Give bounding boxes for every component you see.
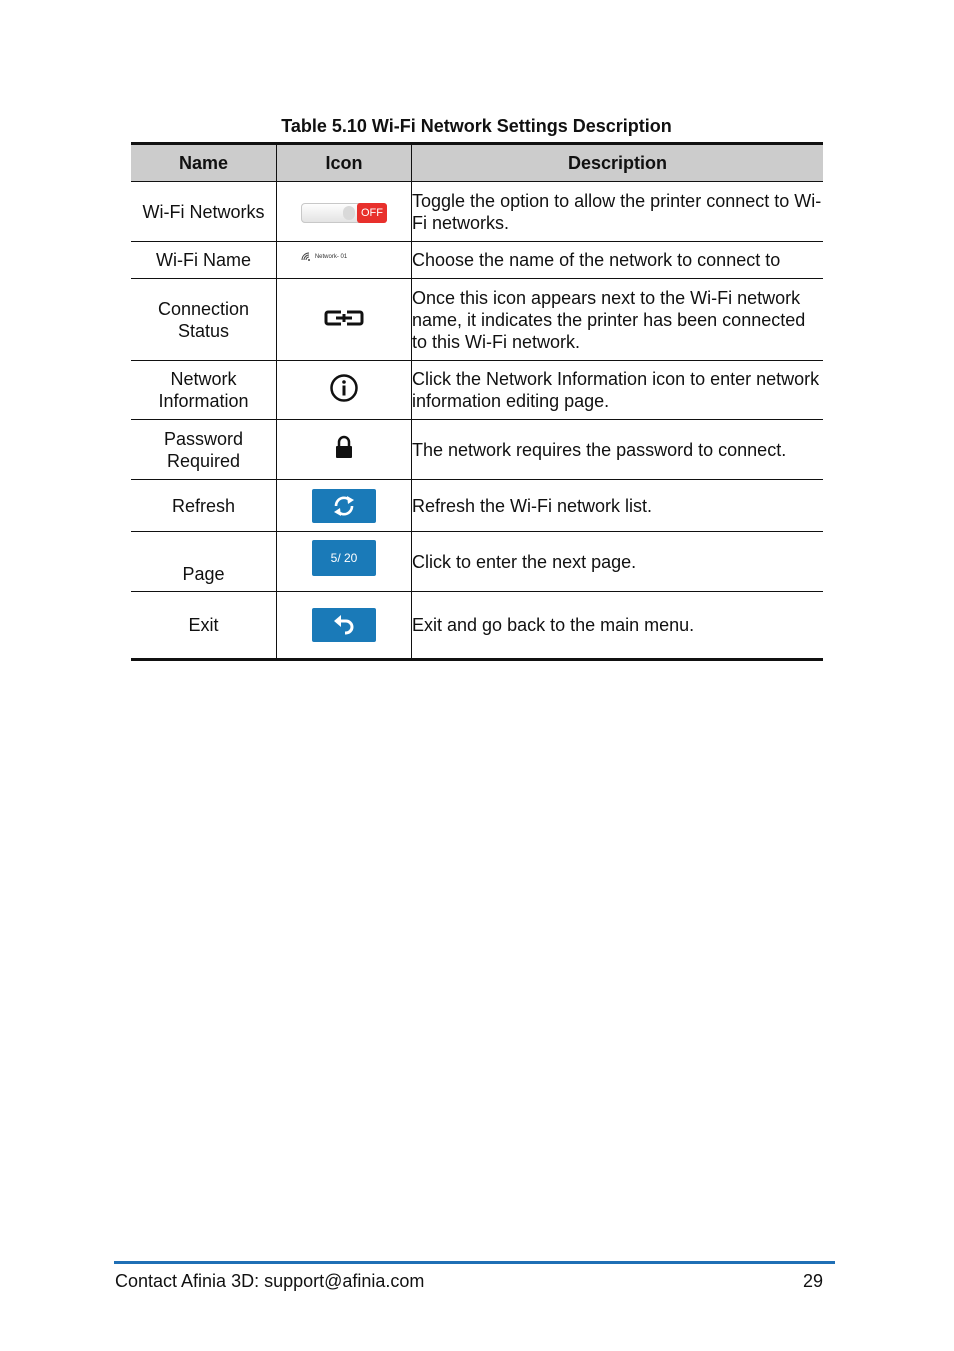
row-icon-cell	[277, 361, 412, 420]
row-name: Wi-Fi Name	[131, 242, 277, 279]
row-icon-cell	[277, 242, 412, 279]
table-row	[131, 592, 823, 660]
row-icon-cell	[277, 420, 412, 480]
footer-contact: Contact Afinia 3D: support@afinia.com	[115, 1271, 425, 1291]
link-icon	[324, 310, 364, 326]
row-description: Once this icon appears next to the Wi-Fi network name, it indicates the printer has been connected to this Wi-Fi network.	[412, 279, 824, 361]
table-row	[131, 242, 823, 279]
footer-rule	[114, 1261, 835, 1264]
header-icon: Icon	[277, 144, 412, 182]
row-description: Refresh the Wi-Fi network list.	[412, 480, 824, 532]
wifi-settings-table	[131, 142, 823, 661]
page-counter-icon: 5/ 20	[312, 540, 376, 576]
table-row	[131, 532, 823, 592]
toggle-off-label: OFF	[357, 203, 387, 223]
table-row	[131, 361, 823, 420]
row-name: Page	[131, 532, 277, 592]
row-description: Toggle the option to allow the printer connect to Wi-Fi networks.	[412, 182, 824, 242]
row-description: Click the Network Information icon to enter network information editing page.	[412, 361, 824, 420]
row-description: Click to enter the next page.	[412, 532, 824, 592]
row-name: Refresh	[131, 480, 277, 532]
row-name: Exit	[131, 592, 277, 660]
row-name: Network Information	[131, 361, 277, 420]
row-name: Connection Status	[131, 279, 277, 361]
row-icon-cell	[277, 279, 412, 361]
network-name-label: Network- 01	[314, 253, 348, 260]
header-name: Name	[131, 144, 277, 182]
back-arrow-icon	[312, 608, 376, 642]
table-row	[131, 182, 823, 242]
row-name: Wi-Fi Networks	[131, 182, 277, 242]
wifi-network-icon	[301, 246, 347, 268]
info-icon	[329, 373, 359, 403]
row-icon-cell	[277, 592, 412, 660]
refresh-icon	[312, 489, 376, 523]
row-description: Exit and go back to the main menu.	[412, 592, 824, 660]
table-caption: Table 5.10 Wi-Fi Network Settings Description	[281, 116, 672, 136]
page-number: 29	[802, 1271, 823, 1291]
table-row	[131, 480, 823, 532]
table-row	[131, 279, 823, 361]
table-row	[131, 420, 823, 480]
lock-icon	[334, 435, 354, 459]
table-header-row	[131, 144, 823, 182]
row-name: Password Required	[131, 420, 277, 480]
row-icon-cell	[277, 532, 412, 592]
row-description: Choose the name of the network to connect to	[412, 242, 824, 279]
row-icon-cell	[277, 480, 412, 532]
row-icon-cell	[277, 182, 412, 242]
row-description: The network requires the password to connect.	[412, 420, 824, 480]
toggle-off-icon	[301, 203, 387, 223]
header-description: Description	[412, 144, 824, 182]
